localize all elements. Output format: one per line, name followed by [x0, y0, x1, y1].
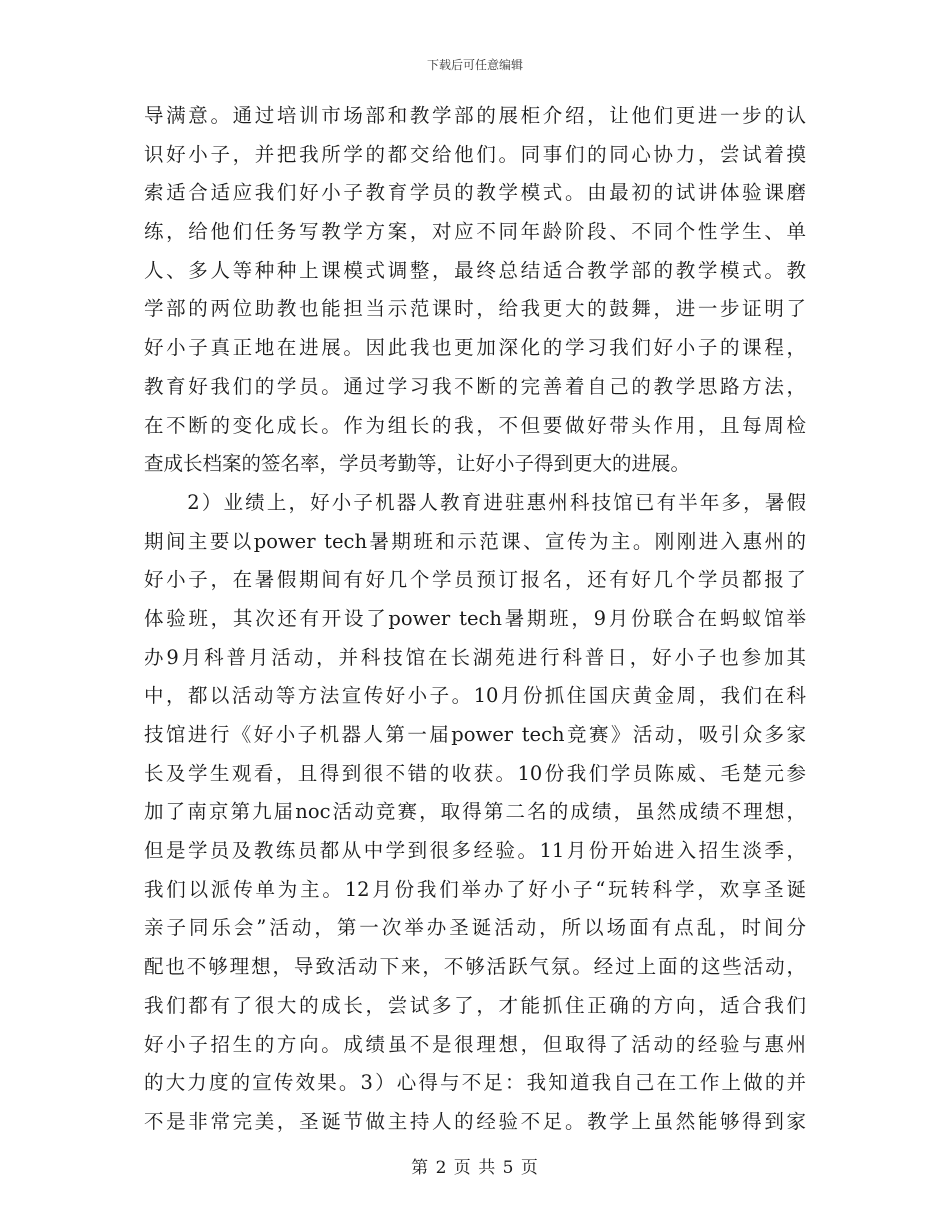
- text-line: 教育好我们的学员。通过学习我不断的完善着自己的教学思路方法，: [144, 374, 806, 398]
- text-line: 导满意。通过培训市场部和教学部的展柜介绍，让他们更进一步的认: [144, 104, 806, 127]
- text-line: 我们都有了很大的成长，尝试多了，才能抓住正确的方向，适合我们: [144, 993, 806, 1017]
- text-line: 2）业绩上，好小子机器人教育进驻惠州科技馆已有半年多，暑假: [144, 490, 806, 514]
- text-line: 期间主要以power tech暑期班和示范课、宣传为主。刚刚进入惠州的: [144, 529, 806, 553]
- text-line: 配也不够理想，导致活动下来，不够活跃气氛。经过上面的这些活动，: [144, 955, 806, 979]
- text-line: 长及学生观看，且得到很不错的收获。10份我们学员陈威、毛楚元参: [144, 761, 806, 785]
- text-line: 中，都以活动等方法宣传好小子。10月份抓住国庆黄金周，我们在科: [144, 684, 806, 708]
- text-line: 亲子同乐会”活动，第一次举办圣诞活动，所以场面有点乱，时间分: [144, 916, 806, 940]
- text-line: 查成长档案的签名率，学员考勤等，让好小子得到更大的进展。: [144, 452, 691, 476]
- text-line: 加了南京第九届noc活动竞赛，取得第二名的成绩，虽然成绩不理想，: [144, 800, 806, 824]
- text-line: 索适合适应我们好小子教育学员的教学模式。由最初的试讲体验课磨: [144, 181, 806, 205]
- text-line: 人、多人等种种上课模式调整，最终总结适合教学部的教学模式。教: [144, 258, 806, 282]
- text-line: 练，给他们任务写教学方案，对应不同年龄阶段、不同个性学生、单: [144, 220, 806, 244]
- text-line: 好小子，在暑假期间有好几个学员预订报名，还有好几个学员都报了: [144, 568, 806, 592]
- text-line: 好小子真正地在进展。因此我也更加深化的学习我们好小子的课程，: [144, 336, 806, 360]
- page-header: 下载后可任意编辑: [426, 58, 523, 72]
- text-line: 不是非常完美，圣诞节做主持人的经验不足。教学上虽然能够得到家: [144, 1109, 806, 1133]
- text-line: 体验班，其次还有开设了power tech暑期班，9月份联合在蚂蚁馆举: [144, 606, 806, 630]
- text-line: 办9月科普月活动，并科技馆在长湖苑进行科普日，好小子也参加其: [144, 645, 806, 669]
- page-number: 第 2 页 共 5 页: [411, 1158, 539, 1178]
- text-line: 识好小子，并把我所学的都交给他们。同事们的同心协力，尝试着摸: [144, 142, 806, 166]
- text-line: 学部的两位助教也能担当示范课时，给我更大的鼓舞，进一步证明了: [144, 297, 806, 321]
- text-line: 我们以派传单为主。12月份我们举办了好小子“玩转科学，欢享圣诞: [144, 877, 806, 901]
- text-line: 的大力度的宣传效果。3）心得与不足：我知道我自己在工作上做的并: [144, 1071, 806, 1095]
- text-line: 技馆进行《好小子机器人第一届power tech竞赛》活动，吸引众多家: [144, 723, 806, 746]
- document-body: [144, 97, 806, 1142]
- text-line: 好小子招生的方向。成绩虽不是很理想，但取得了活动的经验与惠州: [144, 1032, 806, 1056]
- text-line: 但是学员及教练员都从中学到很多经验。11月份开始进入招生淡季，: [144, 839, 806, 863]
- text-line: 在不断的变化成长。作为组长的我，不但要做好带头作用，且每周检: [144, 413, 806, 437]
